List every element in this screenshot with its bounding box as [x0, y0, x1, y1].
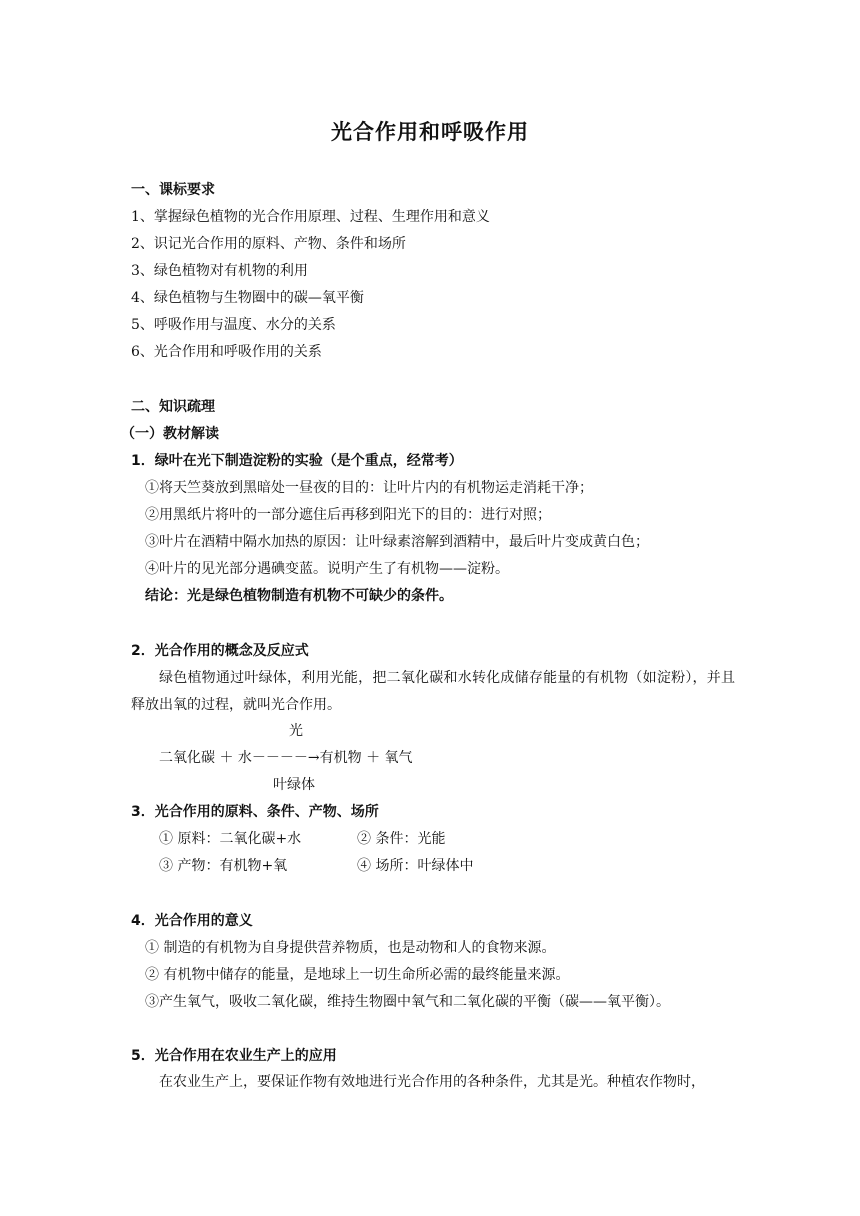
topic-heading-agriculture: 5．光合作用在农业生产上的应用: [131, 1048, 337, 1064]
list-item: ① 制造的有机物为自身提供营养物质，也是动物和人的食物来源。: [145, 940, 556, 956]
list-item: 2、识记光合作用的原料、产物、条件和场所: [131, 236, 406, 252]
topic-heading-concept: 2．光合作用的概念及反应式: [131, 643, 309, 659]
list-item: 5、呼吸作用与温度、水分的关系: [131, 317, 336, 333]
factor-products: ③ 产物：有机物+氧: [159, 858, 288, 874]
section-heading-knowledge: 二、知识疏理: [131, 399, 215, 415]
list-item: 1、掌握绿色植物的光合作用原理、过程、生理作用和意义: [131, 209, 490, 225]
list-item: ①将天竺葵放到黑暗处一昼夜的目的：让叶片内的有机物运走消耗干净；: [145, 480, 593, 496]
concept-paragraph: 绿色植物通过叶绿体，利用光能，把二氧化碳和水转化成储存能量的有机物（如淀粉），并且释放出氧的过程，就叫光合作用。: [131, 670, 735, 713]
topic-heading-significance: 4．光合作用的意义: [131, 913, 253, 929]
agriculture-paragraph: 在农业生产上，要保证作物有效地进行光合作用的各种条件，尤其是光。种植农作物时，: [159, 1074, 705, 1090]
subsection-heading: （一）教材解读: [121, 426, 219, 442]
list-item: ③产生氧气，吸收二氧化碳，维持生物圈中氧气和二氧化碳的平衡（碳——氧平衡）。: [145, 994, 670, 1010]
list-item: 3、绿色植物对有机物的利用: [131, 263, 308, 279]
list-item: ④叶片的见光部分遇碘变蓝。说明产生了有机物——淀粉。: [145, 561, 509, 577]
conclusion: 结论：光是绿色植物制造有机物不可缺少的条件。: [145, 588, 453, 604]
section-heading-curriculum: 一、课标要求: [131, 182, 215, 198]
list-item: ② 有机物中储存的能量，是地球上一切生命所必需的最终能量来源。: [145, 967, 570, 983]
topic-heading-factors: 3．光合作用的原料、条件、产物、场所: [131, 804, 379, 820]
reaction-equation: 二氧化碳 ＋ 水－－－－→有机物 ＋ 氧气: [159, 750, 413, 766]
list-item: 6、光合作用和呼吸作用的关系: [131, 344, 322, 360]
list-item: ③叶片在酒精中隔水加热的原因：让叶绿素溶解到酒精中，最后叶片变成黄白色；: [145, 534, 649, 550]
equation-site-chloroplast: 叶绿体: [273, 777, 315, 793]
factor-condition: ② 条件：光能: [357, 831, 446, 847]
list-item: ②用黑纸片将叶的一部分遮住后再移到阳光下的目的：进行对照；: [145, 507, 551, 523]
equation-condition-light: 光: [289, 723, 303, 739]
page-title: 光合作用和呼吸作用: [331, 120, 529, 144]
topic-heading-starch-experiment: 1．绿叶在光下制造淀粉的实验（是个重点，经常考）: [131, 453, 463, 469]
list-item: 4、绿色植物与生物圈中的碳—氧平衡: [131, 290, 364, 306]
factor-raw-materials: ① 原料：二氧化碳+水: [159, 831, 302, 847]
factor-place: ④ 场所：叶绿体中: [357, 858, 474, 874]
